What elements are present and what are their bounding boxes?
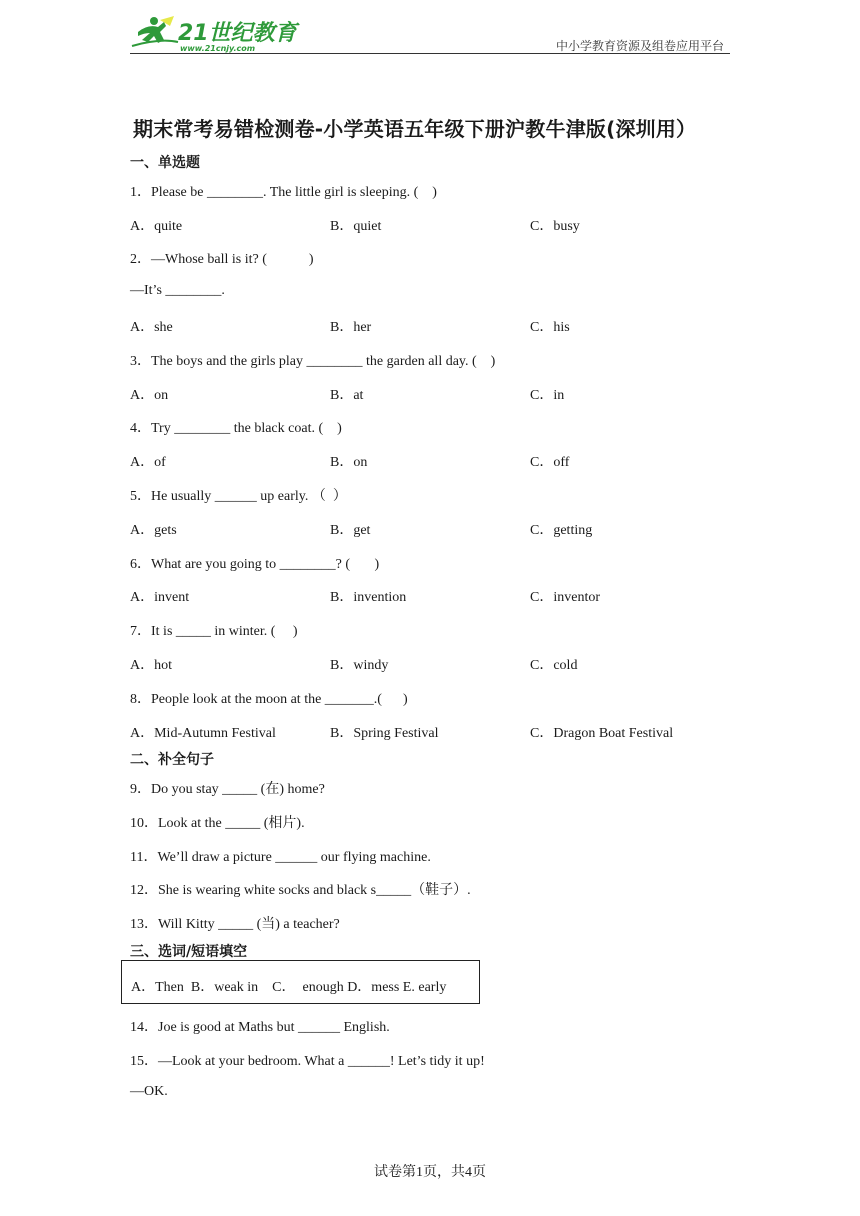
page-title: 期末常考易错检测卷-小学英语五年级下册沪教牛津版(深圳用） bbox=[133, 117, 697, 141]
question-stem: 1．Please be ________. The little girl is sleeping. ( ) bbox=[130, 185, 437, 200]
option-b: B．her bbox=[330, 320, 372, 335]
runner-logo-icon bbox=[130, 10, 300, 54]
option-c: C．busy bbox=[530, 219, 580, 234]
section-heading-single-choice: 一、单选题 bbox=[130, 155, 200, 171]
option-b: B．windy bbox=[330, 658, 389, 673]
option-a: A．she bbox=[130, 320, 173, 335]
question-stem: 7．It is _____ in winter. ( ) bbox=[130, 624, 298, 639]
header-divider bbox=[130, 53, 730, 54]
choose-question: 15．—Look at your bedroom. What a ______! Let’s tidy it up! bbox=[130, 1054, 485, 1069]
option-a: A．quite bbox=[130, 219, 183, 234]
option-b: B．quiet bbox=[330, 219, 382, 234]
question-stem: 2．—Whose ball is it? ( ) bbox=[130, 252, 314, 267]
option-c: C．his bbox=[530, 320, 570, 335]
choose-answer-line: —OK. bbox=[130, 1084, 168, 1099]
question-stem: 8．People look at the moon at the _______.( ) bbox=[130, 692, 408, 707]
option-b: B．on bbox=[330, 455, 368, 470]
option-b: B．at bbox=[330, 388, 364, 403]
fill-question: 9．Do you stay _____ (在) home? bbox=[130, 782, 325, 797]
fill-question: 12．She is wearing white socks and black s_____（鞋子）. bbox=[130, 883, 471, 898]
question-stem: 6．What are you going to ________? ( ) bbox=[130, 557, 380, 572]
logo-text: 21世纪教育 bbox=[178, 21, 297, 46]
option-b: B．Spring Festival bbox=[330, 726, 439, 741]
section-heading-complete-sentences: 二、补全句子 bbox=[130, 752, 214, 768]
option-c: C．cold bbox=[530, 658, 578, 673]
page-header bbox=[130, 10, 730, 56]
platform-text: 中小学教育资源及组卷应用平台 bbox=[555, 39, 724, 53]
option-a: A．on bbox=[130, 388, 169, 403]
question-answer-line: —It’s ________. bbox=[130, 283, 225, 298]
option-c: C．in bbox=[530, 388, 565, 403]
option-a: A．of bbox=[130, 455, 166, 470]
option-b: B．get bbox=[330, 523, 371, 538]
page-footer: 试卷第1页，共4页 bbox=[374, 1165, 486, 1180]
option-c: C．Dragon Boat Festival bbox=[530, 726, 674, 741]
option-a: A．hot bbox=[130, 658, 172, 673]
option-a: A．invent bbox=[130, 590, 190, 605]
option-b: B．invention bbox=[330, 590, 407, 605]
option-c: C．getting bbox=[530, 523, 593, 538]
option-a: A．Mid-Autumn Festival bbox=[130, 726, 276, 741]
word-bank-text: A．Then B．weak in C． enough D．mess E. early bbox=[131, 980, 447, 995]
word-bank-box bbox=[121, 960, 480, 1004]
fill-question: 10．Look at the _____ (相片). bbox=[130, 816, 305, 831]
logo bbox=[130, 10, 300, 54]
question-stem: 3．The boys and the girls play ________ the garden all day. ( ) bbox=[130, 354, 496, 369]
fill-question: 11．We’ll draw a picture ______ our flying machine. bbox=[130, 850, 431, 865]
fill-question: 13．Will Kitty _____ (当) a teacher? bbox=[130, 917, 340, 932]
question-stem: 4．Try ________ the black coat. ( ) bbox=[130, 421, 342, 436]
option-a: A．gets bbox=[130, 523, 177, 538]
option-c: C．off bbox=[530, 455, 570, 470]
logo-url: www.21cnjy.com bbox=[180, 44, 256, 53]
section-heading-word-fill: 三、选词/短语填空 bbox=[130, 944, 248, 960]
question-stem: 5．He usually ______ up early. （ ） bbox=[130, 489, 347, 504]
option-c: C．inventor bbox=[530, 590, 600, 605]
choose-question: 14．Joe is good at Maths but ______ English. bbox=[130, 1020, 390, 1035]
